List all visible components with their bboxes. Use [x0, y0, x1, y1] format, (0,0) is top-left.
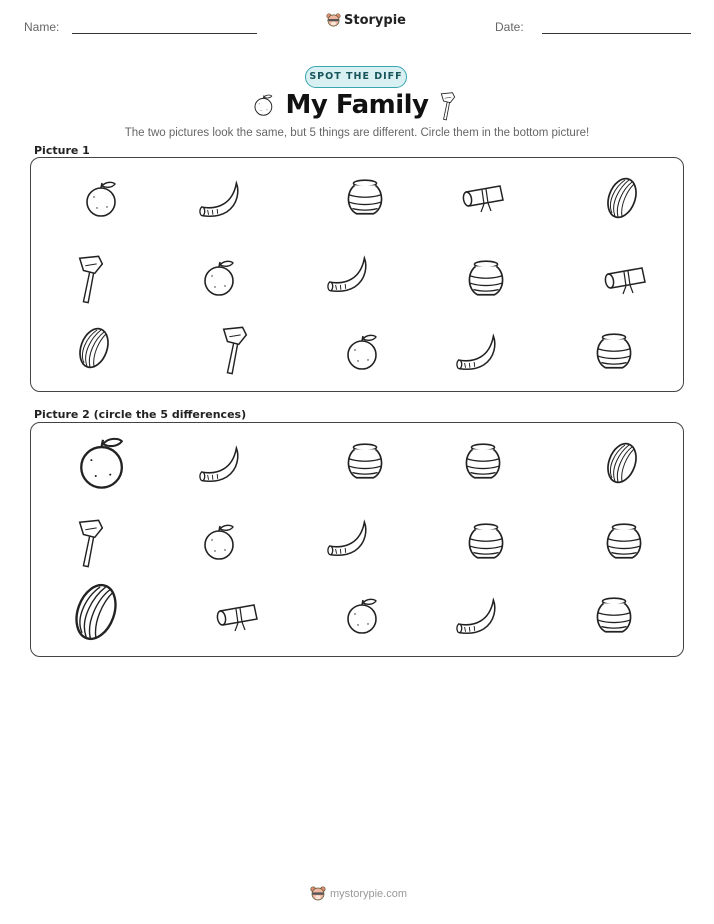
scroll-icon: [458, 180, 508, 214]
picture-2-label: Picture 2 (circle the 5 differences): [34, 408, 247, 421]
pot-icon[interactable]: [603, 521, 645, 563]
orange-icon: [343, 332, 383, 372]
orange-icon[interactable]: [200, 522, 240, 562]
scroll-icon[interactable]: [212, 599, 262, 633]
pot-icon: [593, 331, 635, 373]
name-label: Name:: [24, 20, 60, 34]
bear-icon: [326, 13, 341, 28]
axe-icon: [218, 323, 252, 377]
picture-1-label: Picture 1: [34, 144, 90, 157]
horn-icon[interactable]: [455, 592, 503, 636]
footer-url: mystorypie.com: [330, 888, 408, 900]
storypie-logo: [326, 13, 406, 28]
coconut-icon: [602, 175, 642, 221]
date-field[interactable]: [542, 33, 691, 34]
axe-icon: [74, 252, 108, 306]
page-title: My Family: [285, 90, 429, 120]
pot-icon: [344, 177, 386, 219]
horn-icon[interactable]: [198, 440, 246, 484]
bear-icon: [310, 886, 326, 902]
pot-icon[interactable]: [593, 595, 635, 637]
coconut-icon[interactable]: [602, 440, 642, 486]
orange-icon[interactable]: [343, 596, 383, 636]
pot-icon[interactable]: [344, 441, 386, 483]
orange-icon[interactable]: [74, 433, 132, 493]
scroll-icon: [600, 262, 650, 296]
pot-icon: [465, 258, 507, 300]
activity-badge: SPOT THE DIFF: [305, 66, 407, 88]
orange-icon: [200, 258, 240, 298]
pot-icon[interactable]: [462, 441, 504, 483]
name-field[interactable]: [72, 33, 257, 34]
coconut-icon[interactable]: [66, 580, 126, 644]
pot-icon[interactable]: [465, 521, 507, 563]
horn-icon: [455, 328, 503, 372]
brand-name: Storypie: [344, 13, 406, 28]
date-label: Date:: [495, 20, 524, 34]
axe-icon: [438, 90, 458, 122]
horn-icon: [198, 175, 246, 219]
horn-icon: [326, 250, 374, 294]
coconut-icon: [74, 325, 114, 371]
axe-icon[interactable]: [74, 516, 108, 570]
orange-icon: [82, 179, 122, 219]
horn-icon[interactable]: [326, 514, 374, 558]
footer: [310, 886, 407, 902]
instructions: The two pictures look the same, but 5 things are different. Circle them in the bottom picture!: [124, 127, 590, 139]
